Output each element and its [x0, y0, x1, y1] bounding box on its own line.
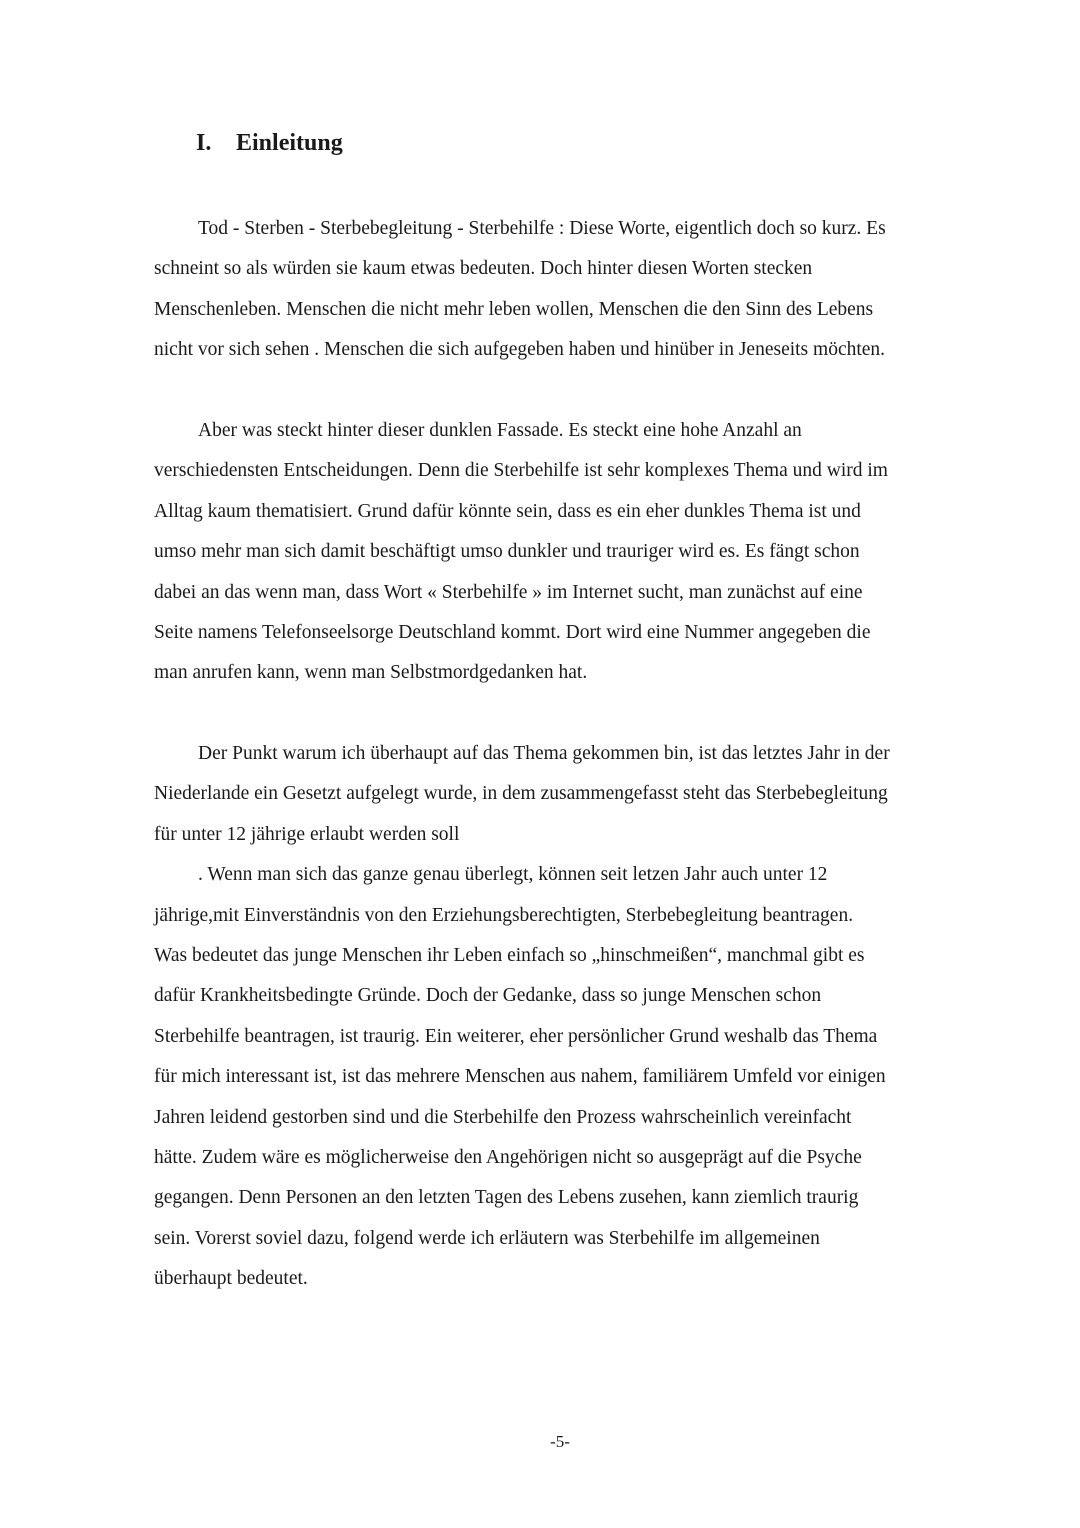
paragraph-motivation — [154, 734, 994, 1300]
paragraph-line: sein. Vorerst soviel dazu, folgend werde ich erläutern was Sterbehilfe im allgemeinen — [154, 1227, 820, 1249]
section-title: Einleitung — [236, 130, 343, 156]
paragraph-line: überhaupt bedeutet. — [154, 1268, 308, 1290]
section-number: I. — [196, 130, 212, 156]
paragraph-line: man anrufen kann, wenn man Selbstmordgedanken hat. — [154, 662, 588, 684]
paragraph-line: hätte. Zudem wäre es möglicherweise den Angehörigen nicht so ausgeprägt auf die Psyche — [154, 1147, 862, 1169]
paragraph-line: Seite namens Telefonseelsorge Deutschland kommt. Dort wird eine Nummer angegeben die — [154, 622, 871, 644]
paragraph-line: dabei an das wenn man, dass Wort « Sterbehilfe » im Internet sucht, man zunächst auf eine — [154, 581, 863, 603]
section-heading — [196, 126, 343, 160]
paragraph-line: verschiedensten Entscheidungen. Denn die Sterbehilfe ist sehr komplexes Thema und wird im — [154, 460, 888, 482]
paragraph-line: für mich interessant ist, ist das mehrere Menschen aus nahem, familiärem Umfeld vor einigen — [154, 1066, 886, 1088]
paragraph-line: jährige,mit Einverständnis von den Erziehungsberechtigten, Sterbebegleitung beantragen. — [154, 904, 854, 926]
paragraph-line: Menschenleben. Menschen die nicht mehr leben wollen, Menschen die den Sinn des Lebens — [154, 298, 874, 320]
paragraph-line: Aber was steckt hinter dieser dunklen Fassade. Es steckt eine hohe Anzahl an — [198, 420, 802, 441]
paragraph-line: Der Punkt warum ich überhaupt auf das Thema gekommen bin, ist das letztes Jahr in der — [198, 743, 890, 764]
paragraph-line: gegangen. Denn Personen an den letzten Tagen des Lebens zusehen, kann ziemlich traurig — [154, 1187, 859, 1209]
paragraph-line: . Wenn man sich das ganze genau überlegt, können seit letzen Jahr auch unter 12 — [198, 864, 828, 886]
paragraph-line: Niederlande ein Gesetzt aufgelegt wurde, in dem zusammengefasst steht das Sterbebegleitung — [154, 783, 888, 805]
paragraph-line: für unter 12 jährige erlaubt werden soll — [154, 823, 460, 845]
paragraph-fassade — [154, 411, 994, 694]
paragraph-line: Sterbehilfe beantragen, ist traurig. Ein weiterer, eher persönlicher Grund weshalb das Thema — [154, 1025, 878, 1047]
paragraph-line: nicht vor sich sehen . Menschen die sich aufgegeben haben und hinüber in Jeneseits möchten. — [154, 339, 886, 361]
paragraph-line: dafür Krankheitsbedingte Gründe. Doch der Gedanke, dass so junge Menschen schon — [154, 985, 822, 1007]
paragraph-line: umso mehr man sich damit beschäftigt umso dunkler und trauriger wird es. Es fängt schon — [154, 541, 860, 563]
paragraph-line: Was bedeutet das junge Menschen ihr Leben einfach so „hinschmeißen“, manchmal gibt es — [154, 945, 865, 967]
paragraph-line: Tod - Sterben - Sterbebegleitung - Sterbehilfe : Diese Worte, eigentlich doch so kurz. Es — [198, 218, 886, 239]
paragraph-line: Jahren leidend gestorben sind und die Sterbehilfe den Prozess wahrscheinlich vereinfacht — [154, 1106, 852, 1128]
paragraph-line: schneint so als würden sie kaum etwas bedeuten. Doch hinter diesen Worten stecken — [154, 258, 813, 280]
page-number: -5- — [550, 1432, 570, 1451]
paragraph-intro — [154, 209, 994, 371]
paragraph-line: Alltag kaum thematisiert. Grund dafür könnte sein, dass es ein eher dunkles Thema ist und — [154, 500, 861, 522]
